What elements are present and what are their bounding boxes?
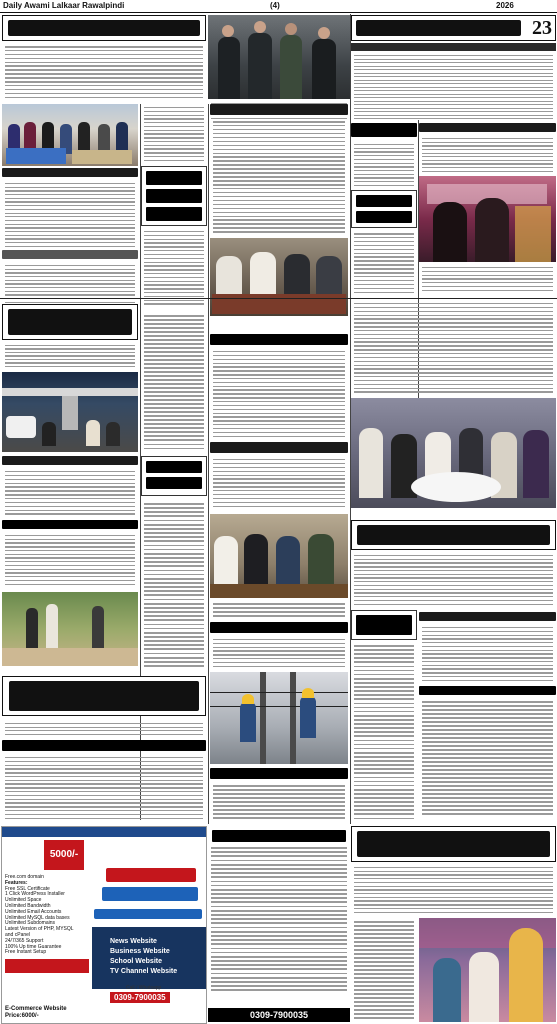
story-headline (419, 123, 556, 133)
story-body-text (351, 300, 556, 396)
story-headline (210, 442, 348, 454)
story-headline (419, 686, 556, 696)
story-body-text (141, 104, 207, 164)
news-photo-shopping (419, 176, 556, 262)
story-body-text (2, 180, 138, 250)
story-body-text (351, 864, 556, 916)
news-photo-bazaar (419, 918, 556, 1022)
news-photo-ceremony (2, 104, 138, 166)
page-number: (4) (270, 1, 280, 10)
boxed-headline (2, 304, 138, 340)
column-headline-box (351, 190, 417, 228)
story-body-text (2, 262, 138, 306)
ad-header-bar (2, 827, 206, 837)
story-body-text (210, 636, 348, 670)
story-headline (351, 123, 417, 139)
story-body-text (2, 468, 138, 518)
story-body-text (351, 230, 417, 296)
story-headline (2, 456, 138, 466)
story-headline (210, 334, 348, 346)
news-photo-electric-poles (210, 672, 348, 764)
story-body-text (351, 552, 556, 608)
section-divider (0, 298, 557, 299)
lead-headline (351, 15, 556, 41)
story-body-text (141, 500, 207, 670)
ad-phone-number: 0309-7900035 (110, 992, 170, 1003)
news-photo-police-meeting (210, 514, 348, 598)
story-headline (2, 740, 206, 752)
editor-contact-box (208, 828, 350, 1024)
story-body-text (351, 141, 417, 189)
ad-whatsapp-label: Call / Whatsapp (126, 985, 162, 991)
left-lower-headline (2, 676, 206, 716)
news-photo-officials (208, 15, 350, 99)
ad-ecommerce-price: E-Commerce Website Price:6000/- (5, 1006, 67, 1019)
story-body-text (419, 698, 556, 818)
story-body-text (210, 348, 348, 440)
editor-phone-number: 0309-7900035 (208, 1008, 350, 1022)
story-headline (210, 104, 348, 116)
column-headline-box (141, 166, 207, 226)
ad-services-list: News Website Business Website School Website TV Channel Website (110, 938, 178, 975)
ad-offer-banner (5, 959, 89, 973)
story-body-text (2, 754, 206, 822)
ad-brand-logo (90, 863, 204, 905)
story-headline (210, 768, 348, 780)
web-hosting-advertisement (1, 826, 207, 1024)
story-headline (2, 250, 138, 260)
story-body-text (2, 532, 138, 588)
news-photo-park (2, 592, 138, 666)
top-left-body-text (2, 43, 206, 101)
lead-subheadline (351, 43, 556, 51)
story-body-text (351, 918, 417, 1022)
police-operation-headline (351, 520, 556, 550)
story-body-text (141, 312, 207, 452)
masthead (0, 0, 557, 13)
ad-tagline (94, 909, 202, 919)
story-body-text (419, 135, 556, 175)
ad-price-tag: 5000/- (44, 840, 84, 870)
photo-caption (419, 264, 556, 294)
column-headline-box (351, 610, 417, 640)
story-body-text (141, 228, 207, 308)
column-headline-box (141, 456, 207, 496)
lead-body-text (351, 52, 556, 122)
story-headline (419, 612, 556, 622)
lead-number-badge: 23 (532, 17, 552, 39)
issue-date: 2026 (496, 1, 514, 10)
paper-name: Daily Awami Lalkaar Rawalpindi (3, 1, 125, 10)
story-body-text (210, 456, 348, 510)
photo-caption (210, 600, 348, 620)
story-body-text (2, 342, 138, 370)
story-body-text (351, 642, 417, 822)
story-headline (210, 622, 348, 634)
story-headline (2, 520, 138, 530)
story-body-text (210, 782, 348, 822)
bottom-right-headline (351, 826, 556, 862)
story-headline (2, 168, 138, 178)
story-body-text (210, 118, 348, 236)
news-photo-gathering (351, 398, 556, 508)
news-photo-petrol-station (2, 372, 138, 452)
story-body-text (419, 624, 556, 684)
story-body-text (2, 720, 206, 738)
ad-feature-list: Free.com domain Features: Free SSL Certificate 1 Click WordPress Installer Unlimited Space Unlimited Bandwidth Unlimited Email Accounts Unlimited MySQL data bases Unlimited Subdomains Latest Version of PHP, MYSQL and cPanel 24/7/365 Support 100% Up time Guarantee Free Instant Setup (5, 874, 74, 956)
news-photo-meeting (210, 238, 348, 316)
column-rule (208, 104, 209, 824)
photo-caption (351, 510, 556, 518)
top-left-headline (2, 15, 206, 41)
